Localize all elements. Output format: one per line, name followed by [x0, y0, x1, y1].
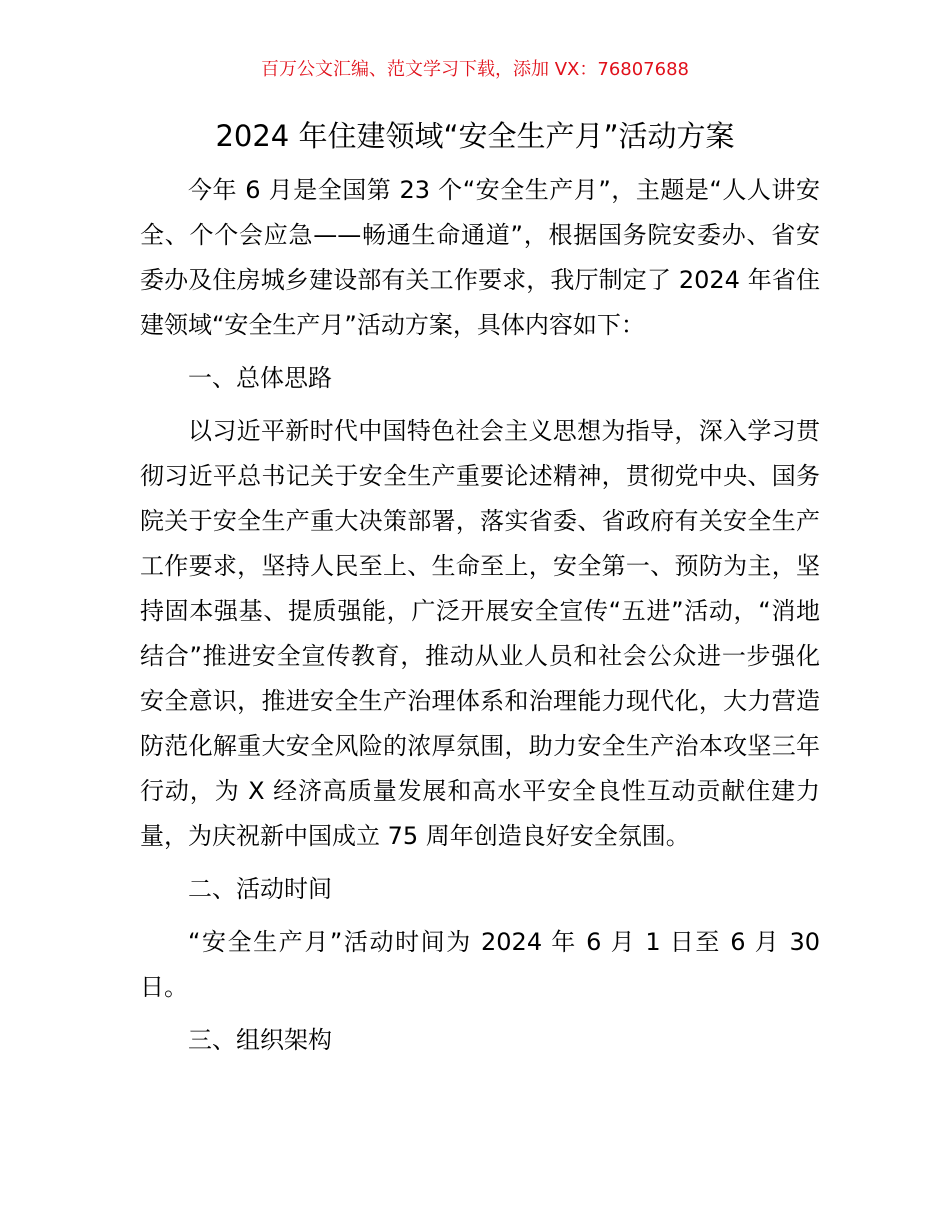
watermark-header: 百万公文汇编、范文学习下载，添加 VX：76807688 [261, 59, 689, 80]
section-heading-2: 二、活动时间 [188, 875, 332, 903]
section-heading-3: 三、组织架构 [188, 1026, 332, 1054]
document-body [140, 168, 820, 1071]
section-paragraph-1: 以习近平新时代中国特色社会主义思想为指导，深入学习贯彻习近平总书记关于安全生产重要论述精神，贯彻党中央、国务院关于安全生产重大决策部署，落实省委、省政府有关安全生产工作要求，坚持人民至上、生命至上，安全第一、预防为主，坚持固本强基、提质强能，广泛开展安全宣传“五进”活动，“消地结合”推进安全宣传教育，推动从业人员和社会公众进一步强化安全意识，推进安全生产治理体系和治理能力现代化，大力营造防范化解重大安全风险的浓厚氛围，助力安全生产治本攻坚三年行动，为 X 经济高质量发展和高水平安全良性互动贡献住建力量，为庆祝新中国成立 75 周年创造良好安全氛围。 [140, 417, 820, 850]
intro-paragraph: 今年 6 月是全国第 23 个“安全生产月”，主题是“人人讲安全、个个会应急——畅通生命通道”，根据国务院安委办、省安委办及住房城乡建设部有关工作要求，我厅制定了 2024 年省住建领域“安全生产月”活动方案，具体内容如下： [140, 176, 820, 339]
section-heading-1: 一、总体思路 [188, 364, 332, 392]
document-title: 2024 年住建领域“安全生产月”活动方案 [215, 119, 735, 153]
section-paragraph-2: “安全生产月”活动时间为 2024 年 6 月 1 日至 6 月 30 日。 [140, 928, 820, 1001]
